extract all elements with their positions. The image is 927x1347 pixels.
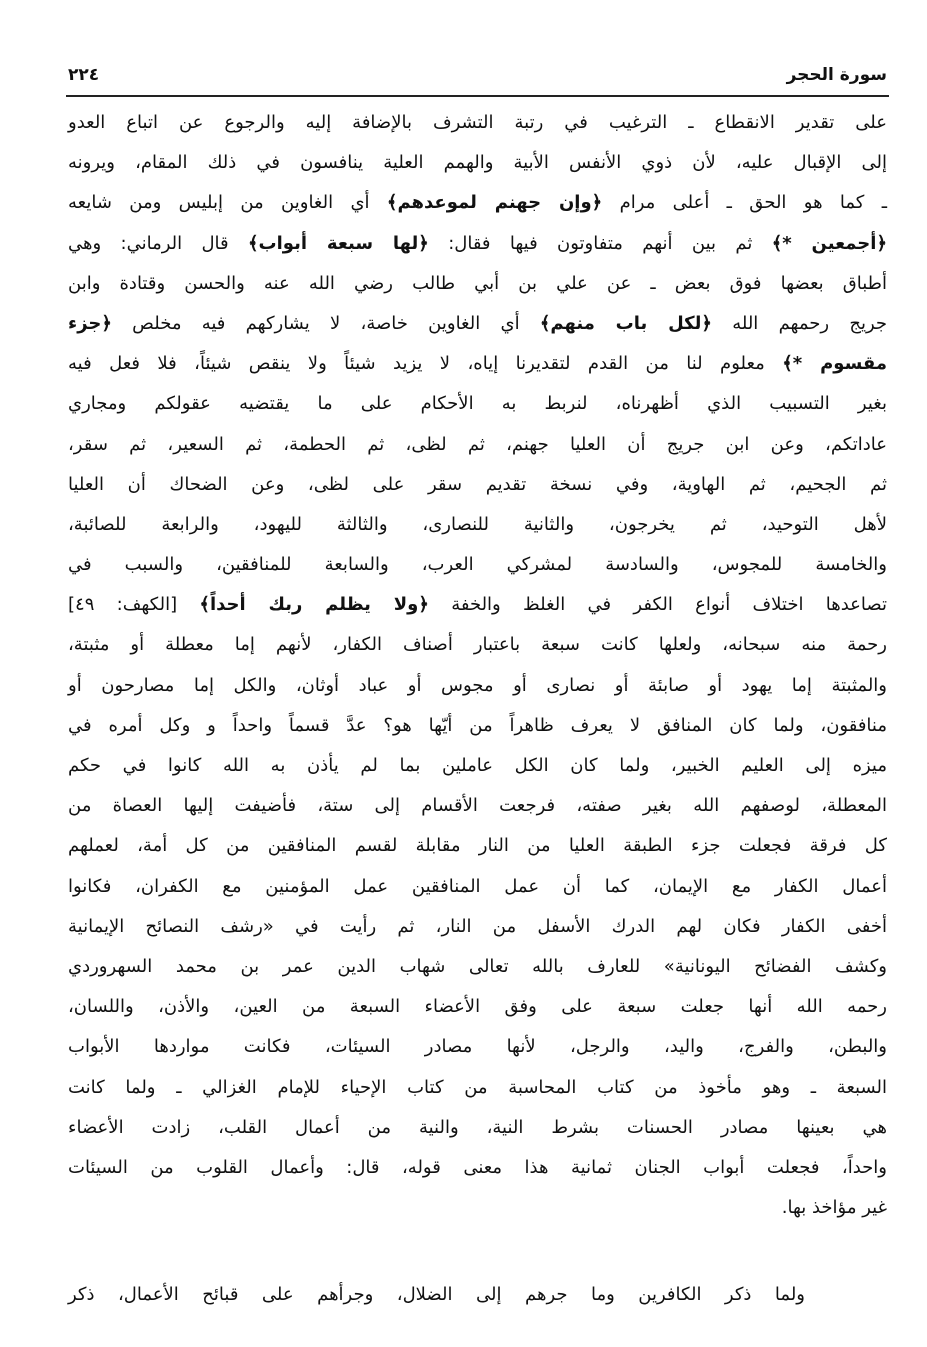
text-line: [68, 425, 887, 465]
page-number: ٢٢٤: [68, 65, 100, 85]
text-line: [68, 505, 887, 545]
text-segment: جريج رحمهم الله: [711, 312, 888, 334]
text-segment: كل فرقة فجعلت جزء الطبقة العليا من النار مقابلة لقسم المنافقين من كل أمة، لعملهم: [68, 835, 887, 857]
text-line: [68, 585, 887, 625]
text-segment: [الكهف: ٤٩]: [68, 594, 200, 616]
text-segment: أخفى الكفار فكان لهم الدرك الأسفل من النار، ثم رأيت في «رشف النصائح الإيمانية: [68, 915, 887, 937]
text-segment: أعمال الكفار مع الإيمان، كما أن عمل المنافقين عمل المؤمنين مع الكفران، فكانوا: [68, 875, 887, 897]
text-line: [68, 907, 887, 947]
text-segment: ميزه إلى العليم الخبير، ولما كان الكل عاملين بما لم يأذن به الله كانوا في حكم: [68, 755, 887, 776]
text-line: [68, 1108, 887, 1148]
text-segment: المعطلة، لوصفهم الله بغير صفته، فرجعت الأقسام إلى ستة، فأضيفت إليها العصاة من: [68, 795, 887, 817]
text-line: [68, 183, 887, 223]
text-segment: إلى الإقبال عليه، لأن ذوي الأنفس الأبية والهمم العلية ينافسون في ذلك المقام، ويرونه: [68, 152, 887, 174]
text-line: [68, 625, 887, 665]
text-line: [68, 1148, 887, 1188]
text-segment: رحمه الله أنها جعلت سبعة على وفق الأعضاء السبعة من العين، والأذن، واللسان،: [68, 996, 887, 1018]
text-segment: ثم بين أنهم متفاوتون فيها فقال:: [428, 232, 772, 254]
text-line: [68, 304, 887, 344]
text-line: [68, 143, 887, 183]
text-line: [68, 264, 887, 304]
text-segment: أي الغاوين من إبليس ومن شايعه: [68, 192, 387, 214]
text-line: [68, 786, 887, 826]
text-segment: رحمة منه سبحانه، ولعلها كانت سبعة باعتبار أصناف الكفار، لأنهم إما معطلة أو مثبتة،: [68, 634, 887, 656]
text-segment: والخامسة للمجوس، والسادسة لمشركي العرب، والسابعة للمنافقين، والسبب في: [68, 554, 887, 576]
text-segment: على تقدير الانقطاع ـ الترغيب في رتبة التشرف بالإضافة إليه والرجوع عن اتباع العدو: [68, 112, 887, 133]
quran-quote: ﴿ولا يظلم ربك أحداً﴾: [199, 594, 429, 616]
text-segment: عاداتكم، وعن ابن جريج أن العليا جهنم، ثم لظى، ثم الحطمة، ثم السعير، ثم سقر،: [68, 433, 887, 455]
text-segment: بغير التسبيب الذي أظهرناه، لنربط به الأحكام على ما يقتضيه عقولكم ومجاري: [68, 393, 887, 415]
quran-quote: ﴿وإن جهنم لموعدهم﴾: [386, 192, 603, 214]
text-segment: غير مؤاخذ بها.: [781, 1197, 887, 1219]
final-paragraph: ولما ذكر الكافرين وما جرهم إلى الضلال، وجرأهم على قبائح الأعمال، ذكر: [68, 1284, 805, 1305]
text-line: [68, 1068, 887, 1108]
text-line: [68, 465, 887, 505]
text-line: [68, 947, 887, 987]
text-line: [68, 666, 887, 706]
text-segment: هي بعينها مصادر الحسنات بشرط النية، والنية من أعمال القلب، زادت الأعضاء: [68, 1116, 887, 1138]
text-segment: أطباق بعضها فوق بعض ـ عن علي بن أبي طالب رضي الله عنه والحسن وقتادة وابن: [68, 272, 887, 294]
text-line: [68, 545, 887, 585]
text-line: [68, 987, 887, 1027]
header-rule: [66, 95, 889, 97]
text-segment: السبعة ـ وهو مأخوذ من كتاب المحاسبة من كتاب الإحياء للإمام الغزالي ـ ولما كانت: [68, 1076, 887, 1098]
text-line: [68, 384, 887, 424]
text-line: [68, 1027, 887, 1067]
text-segment: لأهل التوحيد، ثم يخرجون، والثانية للنصارى، والثالثة لليهود، والرابعة للصائبة،: [68, 513, 887, 535]
text-line: [68, 826, 887, 866]
quran-quote: ﴿جزء: [68, 312, 112, 334]
text-segment: معلوم لنا من القدم لتقديرنا إياه، لا يزيد شيئاً ولا ينقص شيئاً، فلا فعل فيه: [68, 353, 783, 375]
text-segment: ـ كما هو الحق ـ أعلى مرام: [602, 192, 887, 214]
surah-title: سورة الحجر: [786, 65, 887, 85]
text-segment: منافقون، ولما كان المنافق لا يعرف ظاهراً من أيّها هو؟ عدَّ قسماً واحداً و وكل أمره في: [68, 714, 887, 736]
text-line: [68, 706, 887, 746]
text-segment: قال الرماني: وهي: [68, 232, 248, 254]
text-line: [68, 103, 887, 143]
quran-quote: ﴿لها سبعة أبواب﴾: [248, 232, 429, 254]
text-segment: وكشف الفضائح اليونانية» للعارف بالله تعالى شهاب الدين عمر بن محمد السهروردي: [68, 955, 887, 977]
text-segment: والمثبتة إما يهود أو صابئة أو نصارى أو مجوس أو عباد أوثان، والكل إما مصارحون أو: [68, 674, 887, 696]
commentary-text: [68, 103, 887, 1228]
text-segment: والبطن، والفرج، واليد، والرجل، لأنها مصادر السيئات، فكانت مواردها الأبواب: [68, 1036, 887, 1058]
text-segment: تصاعدها اختلاف أنواع الكفر في الغلظ والخفة: [428, 594, 887, 616]
text-line: [68, 867, 887, 907]
text-segment: أي الغاوين خاصة، لا يشاركهم فيه مخلص: [111, 312, 540, 334]
text-segment: ثم الجحيم، ثم الهاوية، وفي نسخة تقديم سقر على لظى، وعن الضحاك أن العليا: [68, 473, 887, 495]
text-line: [68, 224, 887, 264]
quran-quote: ﴿أجمعين *﴾: [771, 232, 887, 254]
quran-quote: مقسوم *﴾: [782, 353, 887, 375]
text-segment: واحداً، فجعلت أبواب الجنان ثمانية هذا معنى قوله، قال: وأعمال القلوب من السيئات: [68, 1156, 887, 1178]
text-line: [68, 1188, 887, 1228]
quran-quote: ﴿لكل باب منهم﴾: [539, 312, 712, 334]
text-line: [68, 344, 887, 384]
text-line: [68, 746, 887, 786]
running-header: [68, 58, 887, 92]
